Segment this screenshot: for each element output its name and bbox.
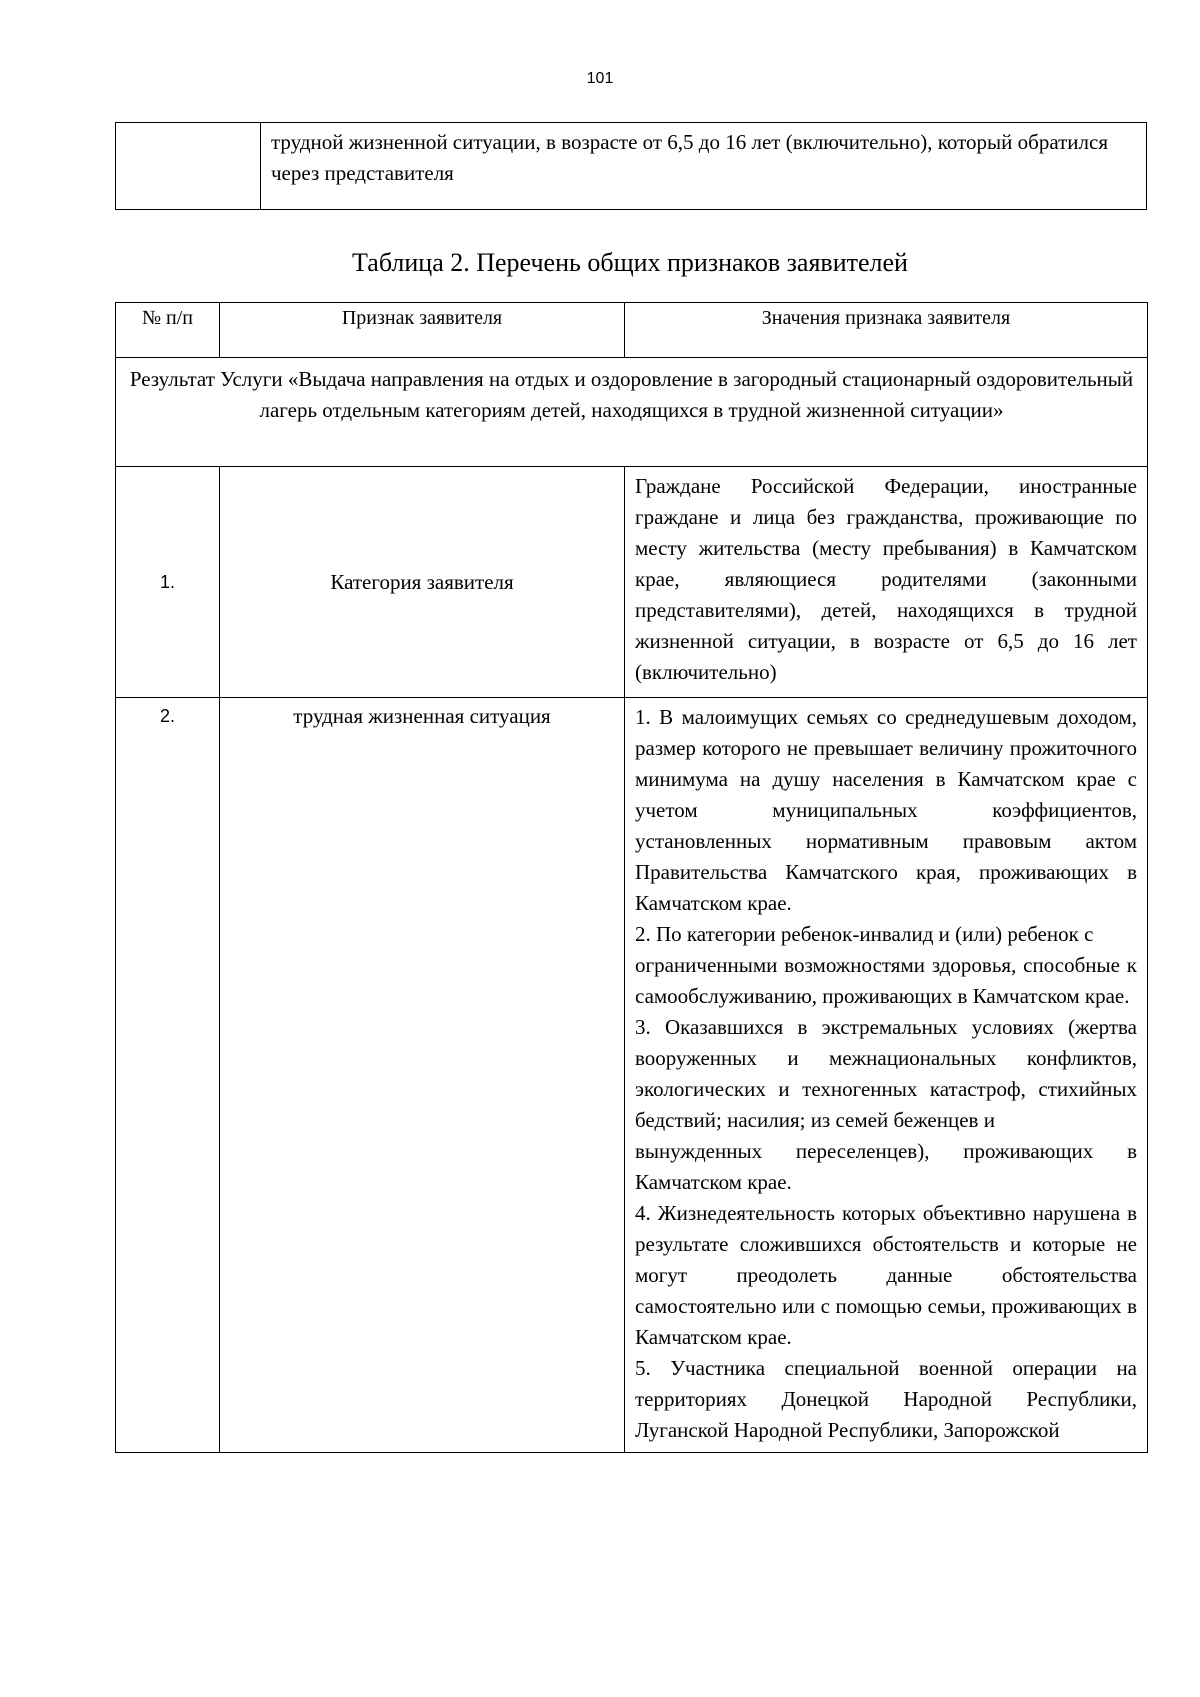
continuation-left-cell bbox=[116, 123, 261, 210]
row-feature: трудная жизненная ситуация bbox=[220, 698, 625, 1453]
applicant-features-table bbox=[115, 302, 1148, 1453]
value-paragraph: 1. В малоимущих семьях со среднедушевым доходом, размер которого не превышает величину прожиточного минимума на душу населения в Камчатском крае с учетом муниципальных коэффициентов, установленных нормативным правовым актом Правительства Камчатского края, проживающих в Камчатском крае. bbox=[635, 705, 1137, 915]
value-paragraph: 2. По категории ребенок-инвалид и (или) ребенок с bbox=[635, 922, 1094, 946]
value-paragraph: вынужденных переселенцев), проживающих в Камчатском крае. bbox=[635, 1139, 1137, 1194]
value-paragraph: Граждане Российской Федерации, иностранные граждане и лица без гражданства, проживающие по месту жительства (месту пребывания) в Камчатском крае, являющиеся родителями (законными представителями), детей, находящихся в трудной жизненной ситуации, в возрасте от 6,5 до 16 лет (включительно) bbox=[635, 474, 1137, 684]
continuation-table bbox=[115, 122, 1147, 210]
table-row bbox=[116, 467, 1148, 698]
row-number: 1. bbox=[116, 467, 220, 698]
row-feature: Категория заявителя bbox=[220, 467, 625, 698]
value-paragraph: 4. Жизнедеятельность которых объективно нарушена в результате сложившихся обстоятельств и которые не могут преодолеть данные обстоятельства самостоятельно или с помощью семьи, проживающих в Камчатском крае. bbox=[635, 1201, 1137, 1349]
value-paragraph: 5. Участника специальной военной операции на территориях Донецкой Народной Республики, Луганской Народной Республики, Запорожской bbox=[635, 1356, 1137, 1442]
page-number: 101 bbox=[586, 70, 614, 87]
service-result-cell: Результат Услуги «Выдача направления на отдых и оздоровление в загородный стационарный оздоровительный лагерь отдельным категориям детей, находящихся в трудной жизненной ситуации» bbox=[116, 358, 1148, 467]
row-values bbox=[625, 467, 1148, 698]
row-values bbox=[625, 698, 1148, 1453]
value-paragraph: ограниченными возможностями здоровья, способные к самообслуживанию, проживающих в Камчатском крае. bbox=[635, 953, 1137, 1008]
header-number: № п/п bbox=[116, 303, 220, 358]
table-header-row bbox=[116, 303, 1148, 358]
table-row bbox=[116, 358, 1148, 467]
row-number: 2. bbox=[116, 698, 220, 1453]
table-title: Таблица 2. Перечень общих признаков заявителей bbox=[352, 248, 908, 277]
value-paragraph: 3. Оказавшихся в экстремальных условиях (жертва вооруженных и межнациональных конфликтов, экологических и техногенных катастроф, стихийных бедствий; насилия; из семей беженцев и bbox=[635, 1015, 1137, 1132]
header-feature: Признак заявителя bbox=[220, 303, 625, 358]
continuation-text-cell: трудной жизненной ситуации, в возрасте от 6,5 до 16 лет (включительно), который обратился через представителя bbox=[261, 123, 1147, 210]
table-row bbox=[116, 123, 1147, 210]
table-row bbox=[116, 698, 1148, 1453]
header-values: Значения признака заявителя bbox=[625, 303, 1148, 358]
